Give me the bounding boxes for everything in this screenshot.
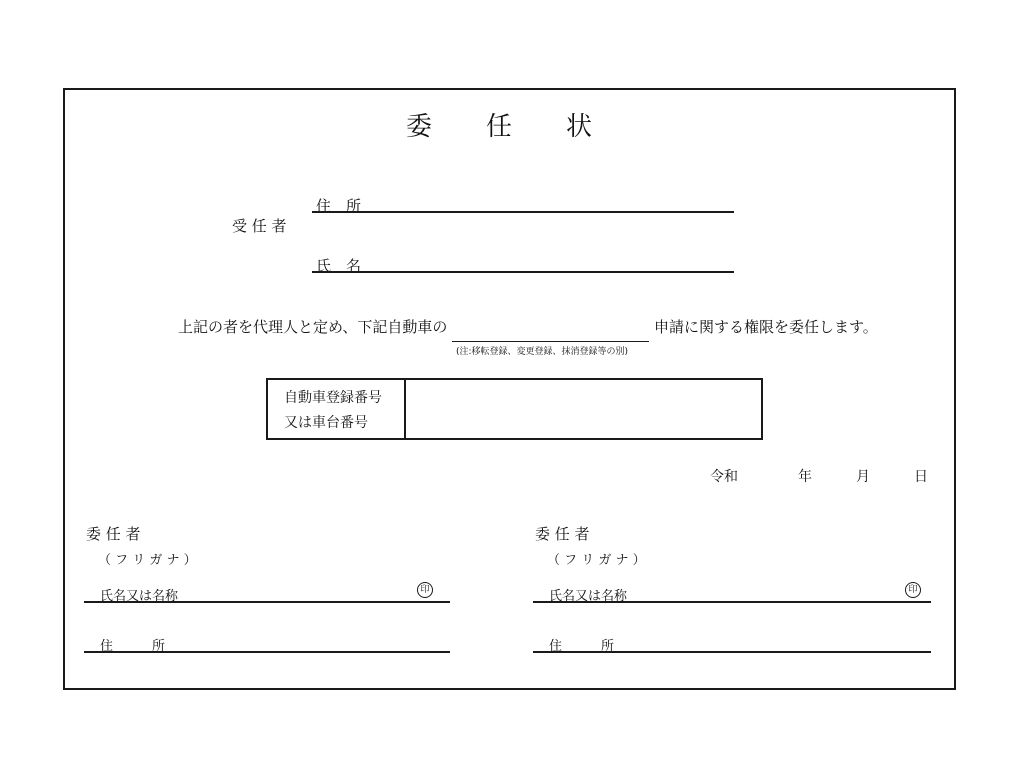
grantor-name-label: 氏名又は名称	[549, 589, 628, 604]
grantor-address-label: 住 所	[100, 639, 166, 654]
grantor-furigana-label: （ フ リ ガ ナ ）	[547, 553, 646, 568]
vehicle-label-cell	[268, 380, 406, 438]
date-era: 令和	[710, 469, 738, 485]
grantor-name-label: 氏名又は名称	[100, 589, 179, 604]
grantee-address-field[interactable]	[312, 211, 734, 213]
grantor-address-field[interactable]	[84, 651, 450, 653]
title-char: 任	[486, 112, 513, 142]
date-month: 月	[856, 469, 870, 485]
grantor-address-field[interactable]	[533, 651, 931, 653]
date-day: 日	[914, 469, 928, 485]
statement-after: 申請に関する権限を委任します。	[654, 318, 878, 336]
grantee-address-label: 住 所	[316, 197, 362, 215]
date-year: 年	[798, 469, 812, 485]
grantee-name-label: 氏 名	[316, 257, 362, 275]
title-char: 委	[406, 112, 433, 142]
title-char: 状	[566, 112, 593, 142]
statement-before: 上記の者を代理人と定め、下記自動車の	[178, 318, 448, 336]
seal-mark: 印	[417, 582, 433, 598]
application-type-field[interactable]	[452, 341, 649, 342]
grantee-label: 受 任 者	[232, 217, 287, 235]
vehicle-number-field[interactable]	[406, 380, 761, 438]
vehicle-registration-table	[266, 378, 763, 440]
vehicle-label-line1: 自動車登録番号	[284, 389, 382, 406]
grantor-address-label: 住 所	[549, 639, 615, 654]
grantee-name-field[interactable]	[312, 271, 734, 273]
application-type-note: (注:移転登録、変更登録、抹消登録等の別)	[456, 347, 629, 357]
seal-mark: 印	[905, 582, 921, 598]
grantor-heading: 委 任 者	[535, 525, 590, 543]
page-title	[406, 106, 646, 143]
grantor-furigana-label: （ フ リ ガ ナ ）	[98, 553, 197, 568]
grantor-name-field[interactable]	[533, 601, 931, 603]
grantor-name-field[interactable]	[84, 601, 450, 603]
vehicle-label-line2: 又は車台番号	[284, 414, 368, 431]
grantor-heading: 委 任 者	[86, 525, 141, 543]
